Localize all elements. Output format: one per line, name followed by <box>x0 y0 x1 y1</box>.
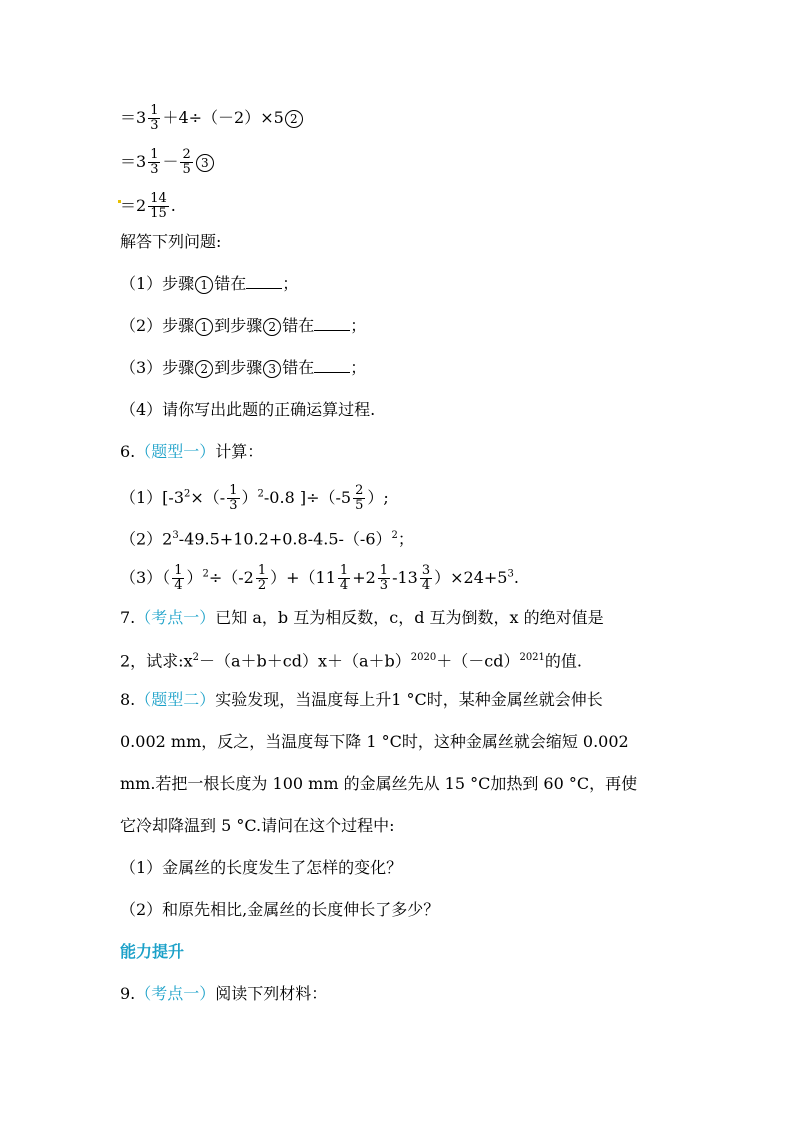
q5-intro: 解答下列问题: <box>120 232 222 251</box>
question-tag: （考点一） <box>135 984 216 1003</box>
q6-part-1: $(1)[-3^2\times(-$ $\frac{1}{3}$ ）$^2$-0.8 ]÷（-5 $\frac{2}{5}$ ）; <box>120 483 389 513</box>
fraction: $\frac{2}{5}$ <box>182 147 191 177</box>
question-tag: （题型二） <box>135 690 216 709</box>
question-number: 8. <box>120 690 136 709</box>
circled-number: 1 <box>195 276 213 294</box>
circled-number: 3 <box>196 154 214 172</box>
step-text: . <box>170 196 176 215</box>
fraction: $\frac{1}{4}$ <box>339 563 349 593</box>
q5-part-2: （2）步骤 1 到步骤 2 错在 ； <box>120 316 367 335</box>
fraction: $\frac{1}{3}$ <box>379 563 389 593</box>
step-line-2 <box>120 104 304 133</box>
step-line-3 <box>120 148 215 177</box>
answer-blank[interactable] <box>246 274 282 289</box>
q8-part-2: （2）和原先相比,金属丝的长度伸长了多少？ <box>120 900 440 919</box>
question-tag: （考点一） <box>135 608 216 627</box>
fraction: $\frac{2}{5}$ <box>355 483 364 513</box>
q6-part-2: $(2)2^3-49.5+10.2+0.8-4.5-(-6)^2$； <box>120 529 414 549</box>
question-number: 7. <box>120 608 136 627</box>
q5-part-3: （3）步骤 2 到步骤 3 错在 ； <box>120 358 367 377</box>
q7-line-1: 7.（考点一）已知 a，b 互为相反数，c，d 互为倒数，x 的绝对值是 <box>120 608 604 627</box>
step-text: ＝3 <box>120 152 147 171</box>
question-number: 6. <box>120 442 136 461</box>
fraction: $\frac{1}{2}$ <box>257 563 267 593</box>
fraction: $\frac{3}{4}$ <box>421 563 431 593</box>
fraction: $\frac{1}{3}$ <box>150 147 159 177</box>
question-title: 计算： <box>215 442 264 461</box>
q8-part-1: （1）金属丝的长度发生了怎样的变化？ <box>120 858 403 877</box>
fraction: $\frac{1}{3}$ <box>229 483 238 513</box>
circled-number: 2 <box>285 110 303 128</box>
step-text: ＝2 <box>120 196 147 215</box>
q8-line-2: 0.002 mm，反之，当温度每下降 1 °C时，这种金属丝就会缩短 0.002 <box>120 732 629 751</box>
q8-line-1: 8.（题型二）实验发现，当温度每上升1 °C时，某种金属丝就会伸长 <box>120 690 603 709</box>
fraction: $\frac{14}{15}$ <box>150 191 167 221</box>
fraction: $\frac{1}{3}$ <box>150 103 159 133</box>
q7-line-2: 2，试求$:x^2-(a+b+cd)x+(a+b)^{2020}+(-cd)^{2021}$的值. <box>120 651 582 671</box>
section-title: 能力提升 <box>120 942 185 961</box>
answer-blank[interactable] <box>314 316 350 331</box>
step-text: ＝3 <box>120 108 147 127</box>
circled-number: 3 <box>263 360 281 378</box>
circled-number: 2 <box>195 360 213 378</box>
q8-line-4: 它冷却降温到 5 °C.请问在这个过程中: <box>120 816 395 835</box>
fraction: $\frac{1}{4}$ <box>174 563 183 593</box>
step-text: － <box>162 152 179 171</box>
step-text: ＋4÷（－2）×5 <box>162 108 284 127</box>
q5-part-4: （4）请你写出此题的正确运算过程. <box>120 400 376 419</box>
question-number: 9. <box>120 984 136 1003</box>
step-line-result <box>120 192 176 221</box>
q8-line-3: mm.若把一根长度为 100 mm 的金属丝先从 15 °C加热到 60 °C，再使 <box>120 774 638 793</box>
q6-heading <box>120 442 263 462</box>
question-tag: （题型一） <box>135 442 216 461</box>
circled-number: 2 <box>263 318 281 336</box>
q5-part-1: （1）步骤 1 错在 ； <box>120 274 299 293</box>
circled-number: 1 <box>195 318 213 336</box>
q6-part-3: （3）（ $\frac{1}{4}$ ）$^2$÷（-2 $\frac{1}{2}$ ）+（11 $\frac{1}{4}$ +2 $\frac{1}{3}$ -13 $\frac{3}{4}$ ）$\times 24+5^3$. <box>120 563 519 593</box>
q9-line: 9.（考点一）阅读下列材料： <box>120 984 328 1003</box>
answer-blank[interactable] <box>314 358 350 373</box>
